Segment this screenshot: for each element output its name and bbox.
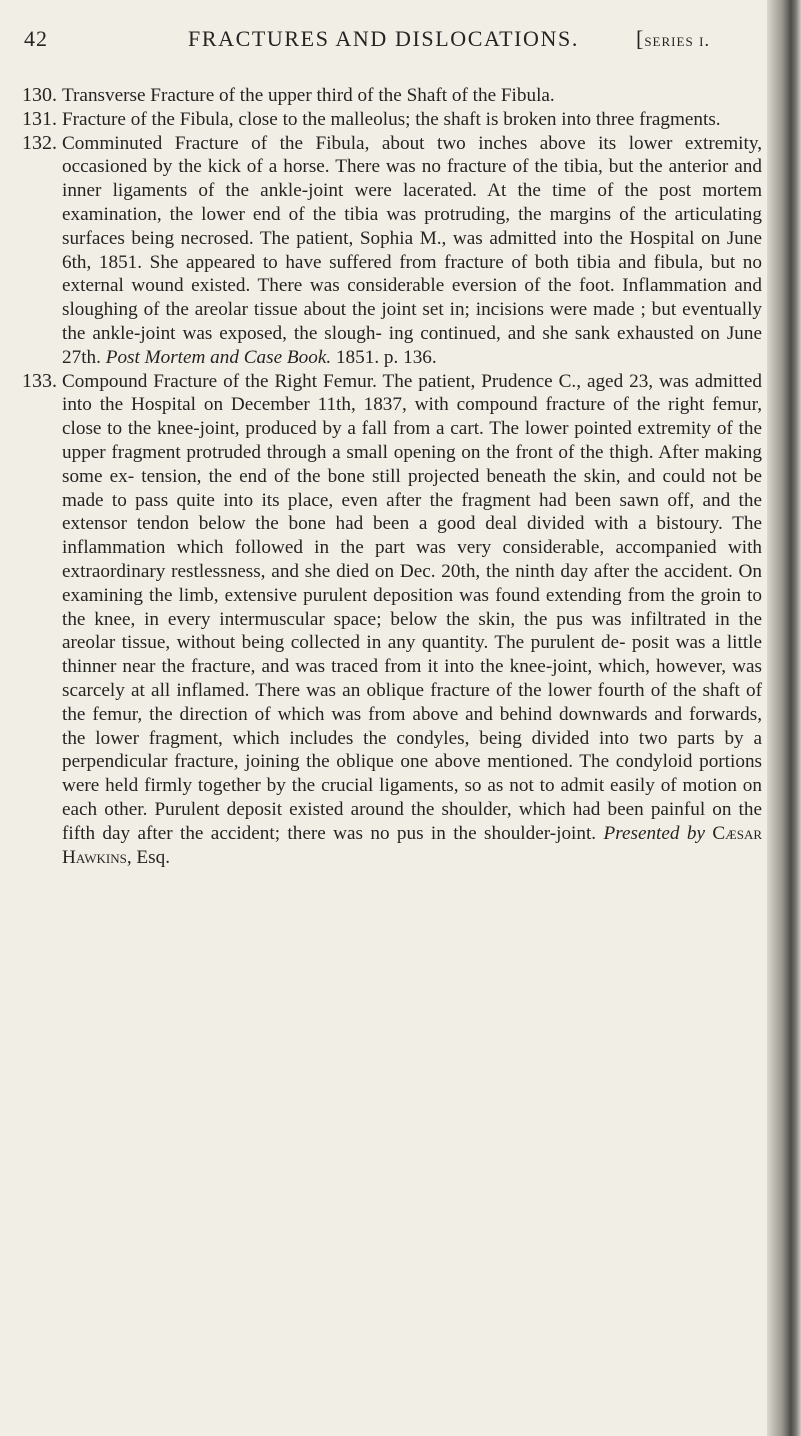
series-label (636, 26, 710, 52)
catalogue-entry (22, 132, 762, 370)
presented-by-label: Presented by (603, 822, 705, 844)
presenter-name: Cæsar Hawkins (62, 822, 763, 868)
entry-text: Fracture of the Fibula, close to the malleolus; the shaft is broken into three fragments. (62, 108, 721, 130)
running-title: FRACTURES AND DISLOCATIONS. (188, 26, 579, 51)
entry-text: Compound Fracture of the Right Femur. The patient, Prudence C., aged 23, was admitted into the Hospital on December 11th, 1837, with compound fracture of the right femur, close to the knee-joint, produced by a fall from a cart. The lower pointed extremity of the upper fragment protruded through a small opening on the front of the thigh. After making some ex- tension, the end of the bone still projected beneath the skin, and could not be made to pass quite into its place, even after the fragment had been sawn off, and the extensor tendon below the bone had been a good deal divided with a bistoury. The inflammation which followed in the part was very considerable, accompanied with extraordinary restlessness, and she died on Dec. 20th, the ninth day after the accident. On examining the limb, extensive purulent deposition was found extending from the groin to the knee, in every intermuscular space; below the skin, the pus was infiltrated in the areolar tissue, without being collected in any quantity. The purulent de- posit was a little thinner near the fracture, and was traced from it into the knee-joint, which, however, was scarcely at all inflamed. There was an oblique fracture of the lower fourth of the shaft of the femur, the direction of which was from above and behind downwards and forwards, the lower fragment, which includes the condyles, being divided into two parts by a perpendicular fracture, joining the oblique one above mentioned. The condyloid portions were held firmly together by the crucial ligaments, so as not to admit easily of motion on each other. Purulent deposit existed around the shoulder, which had been painful on the fifth day after the accident; there was no pus in the shoulder-joint. (62, 370, 762, 844)
series-bracket: [ (636, 26, 645, 51)
entry-text: Transverse Fracture of the upper third of the Shaft of the Fibula. (62, 85, 555, 106)
catalogue-entries (22, 84, 762, 869)
page-header (0, 26, 801, 62)
series-text: series i. (644, 30, 710, 50)
book-binding-edge (767, 0, 801, 1436)
catalogue-entry (22, 108, 762, 132)
source-reference-page: 1851. p. 136. (331, 346, 437, 368)
entry-number: 132. (22, 131, 57, 154)
entry-number: 131. (22, 107, 57, 130)
catalogue-entry (22, 84, 762, 108)
entry-number: 133. (22, 369, 57, 392)
presenter-suffix: , Esq. (126, 846, 170, 868)
page-number: 42 (24, 26, 48, 51)
catalogue-entry (22, 370, 762, 870)
source-reference-title: Post Mortem and Case Book. (105, 346, 332, 368)
entry-text-block (62, 370, 762, 870)
entry-text-block (62, 132, 762, 370)
entry-text: Comminuted Fracture of the Fibula, about two inches above its lower extremity, occasioned by the kick of a horse. There was no fracture of the tibia, but the anterior and inner ligaments of the ankle-joint were lacerated. At the time of the post mortem examination, the lower end of the tibia was protruding, the margins of the articulating surfaces being necrosed. The patient, Sophia M., was admitted into the Hospital on June 6th, 1851. She appeared to have suffered from fracture of both tibia and fibula, but no external wound existed. There was considerable eversion of the foot. Inflammation and sloughing of the areolar tissue about the joint set in; incisions were made ; but eventually the ankle-joint was exposed, the slough- ing continued, and she sank exhausted on June 27th. (62, 132, 762, 368)
entry-number: 130. (22, 84, 57, 106)
